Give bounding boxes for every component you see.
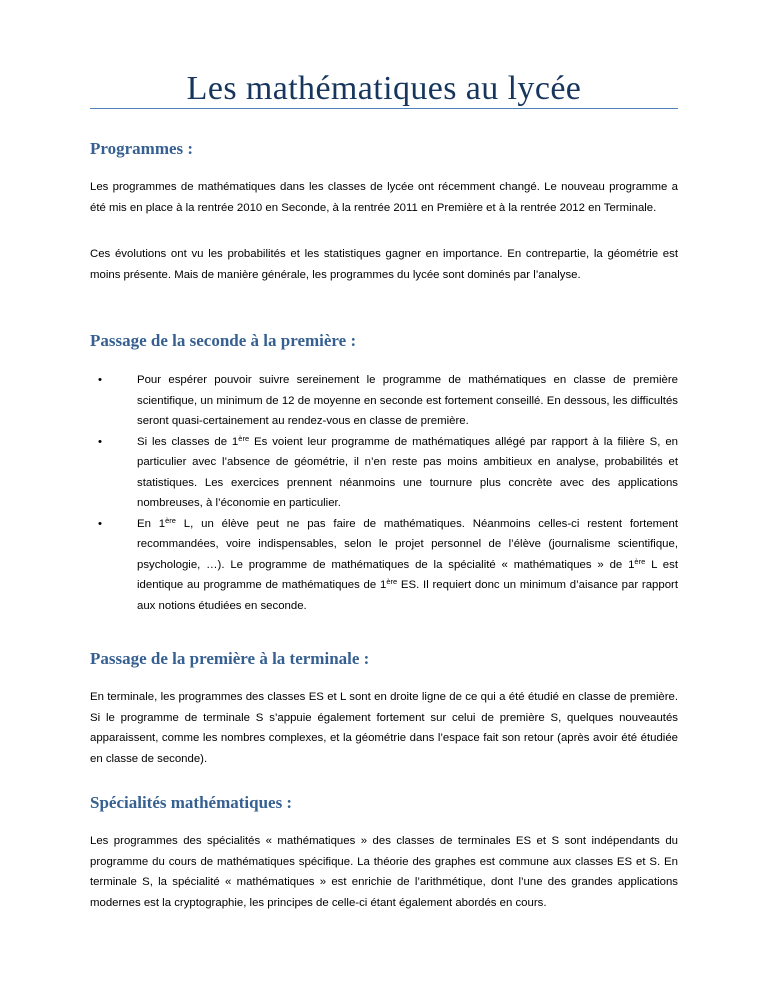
superscript: ère <box>634 556 646 566</box>
bullet-icon: • <box>98 435 102 448</box>
list-seconde-premiere <box>90 370 678 616</box>
paragraph-premiere-terminale: En terminale, les programmes des classes ES et L sont en droite ligne de ce qui a été étudié en classe de première. Si le programme de terminale S s’appuie également fortement sur celui de première S, quelques nouveautés apparaissent, comme les nombres complexes, et la géométrie dans l’espace fait son retour (après avoir été étudiée en classe de seconde). <box>90 691 678 765</box>
list-item-text-middle-2: L est identique au programme de mathématiques de 1 <box>137 558 679 591</box>
superscript: ère <box>386 577 398 586</box>
superscript: ère <box>165 515 176 525</box>
paragraph-programmes-2: Ces évolutions ont vu les probabilités et les statistiques gagner en importance. En contrepartie, la géométrie est moins présente. Mais de manière générale, les programmes du lycée sont dominés par l’analyse. <box>90 248 678 281</box>
superscript: ère <box>238 433 250 443</box>
list-item-text-end: ES. Il requiert donc un minimum d’aisance par rapport aux notions étudiées en seconde. <box>137 579 678 612</box>
heading-programmes: Programmes : <box>90 139 194 158</box>
heading-specialites: Spécialités mathématiques : <box>90 793 293 812</box>
paragraph-specialites: Les programmes des spécialités « mathématiques » des classes de terminales ES et S sont indépendants du programme du cours de mathématiques spécifique. La théorie des graphes est commune aux classes ES et S. En terminale S, la spécialité « mathématiques » est enrichie de l’arithmétique, dont l’une des grandes applications modernes est la cryptographie, les principes de celle-ci étant également abordés en cours. <box>90 835 678 909</box>
list-item-text-middle: L, un élève peut ne pas faire de mathématiques. Néanmoins celles-ci restent fortement recommandées, voire indispensables, selon le projet personnel de l’élève (journalisme scientifique, psychologie, …). Le programme de mathématiques de la spécialité « mathématiques » de 1 <box>137 517 678 571</box>
document-title: Les mathématiques au lycée <box>186 70 582 107</box>
paragraph-programmes-1: Les programmes de mathématiques dans les classes de lycée ont récemment changé. Le nouveau programme a été mis en place à la rentrée 2010 en Seconde, à la rentrée 2011 en Première et à la rentrée 2012 en Terminale. <box>90 181 678 214</box>
heading-premiere-terminale: Passage de la première à la terminale : <box>90 649 370 668</box>
list-item <box>90 514 678 617</box>
list-item <box>90 432 678 514</box>
list-item-text-start: En 1 <box>137 517 166 530</box>
list-item-text-end: Es voient leur programme de mathématiques allégé par rapport à la filière S, en particulier avec l’absence de géométrie, il n’en reste pas moins ambitieux en analyse, probabilités et statistiques. Les exercices prennent néanmoins une tournure plus concrète avec des applications nombreuses, à l’économie en particulier. <box>137 435 678 509</box>
bullet-icon: • <box>98 517 102 530</box>
bullet-icon: • <box>98 374 102 386</box>
list-item-text: Pour espérer pouvoir suivre sereinement le programme de mathématiques en classe de première scientifique, un minimum de 12 de moyenne en seconde est fortement conseillé. En dessous, les difficultés seront quasi-certainement au rendez-vous en classe de première. <box>137 374 678 427</box>
title-underline <box>90 108 678 109</box>
heading-seconde-premiere: Passage de la seconde à la première : <box>90 331 357 350</box>
list-item <box>90 370 678 432</box>
list-item-text-start: Si les classes de 1 <box>137 435 239 448</box>
